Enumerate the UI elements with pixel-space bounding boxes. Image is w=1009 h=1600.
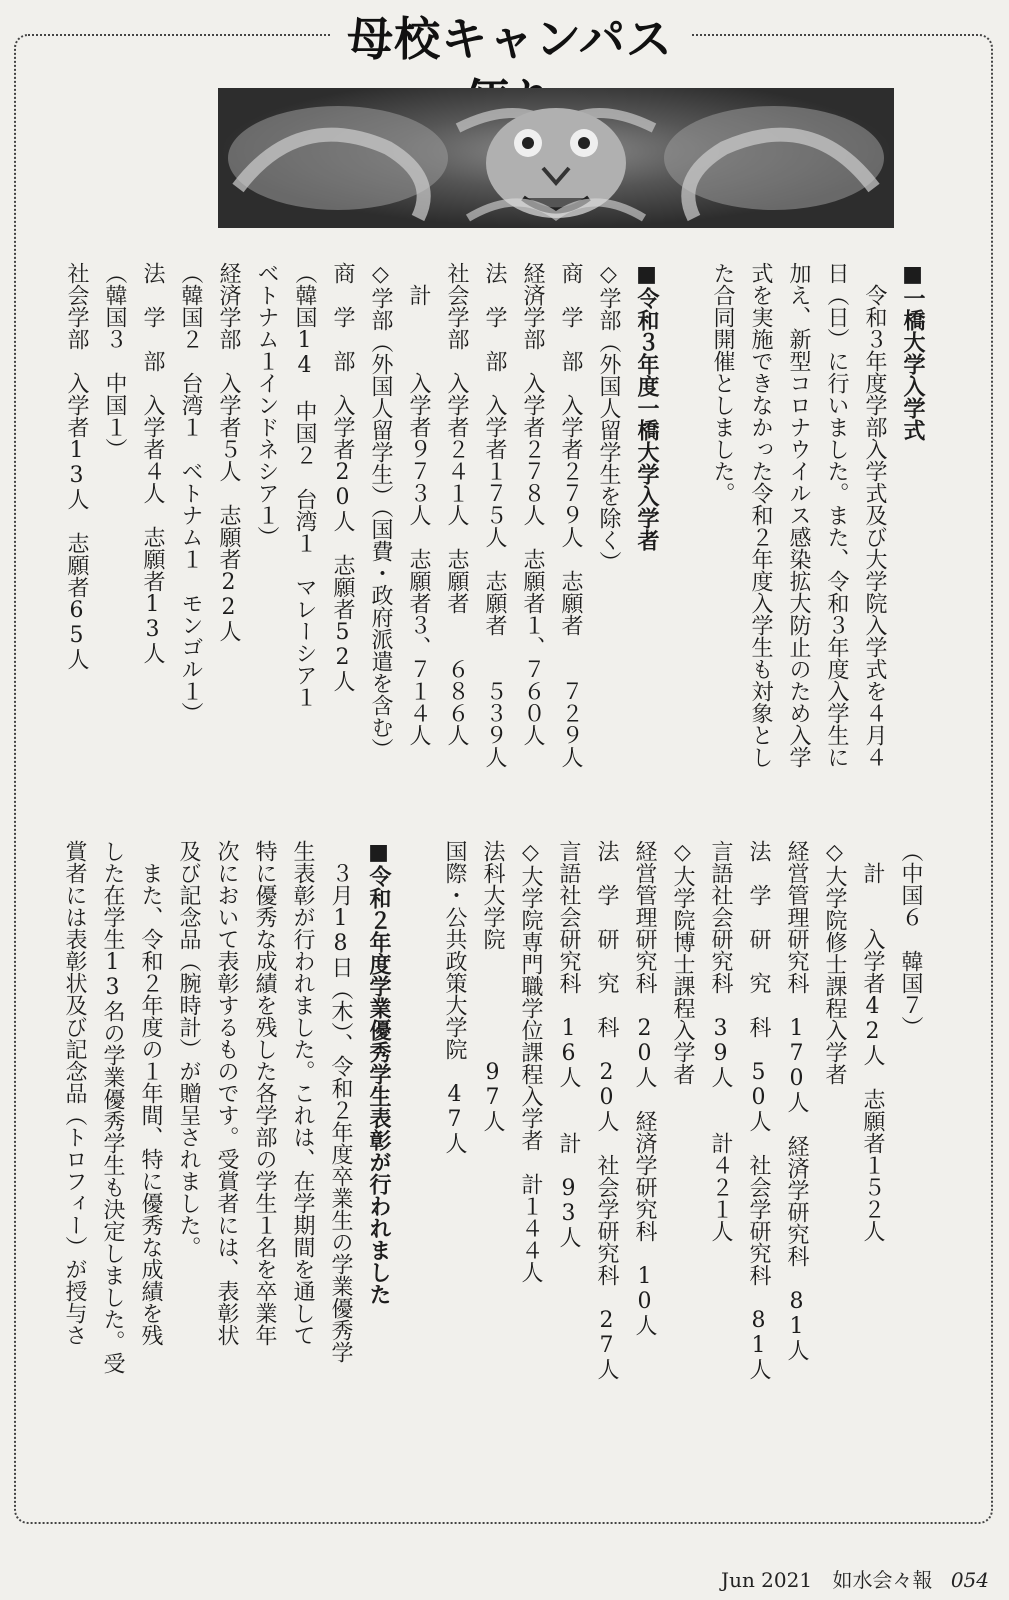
text-line: 経営管理研究科 20人 経済学研究科 10人 (632, 840, 657, 1336)
text-line: （韓国14 中国２ 台湾１ マレーシア１ (292, 262, 317, 708)
text-line: 言語社会研究科 16人 計 93人 (556, 840, 581, 1248)
text-line: 法科大学院 97人 (480, 840, 505, 1132)
text-line (397, 840, 435, 1500)
text-line: 次において表彰するものです。受賞者には、表彰状 (214, 840, 239, 1346)
text-line: 経済学部 入学者２７８人 志願者１、７６０人 (520, 262, 545, 746)
text-line: 式を実施できなかった令和２年度入学生も対象とし (748, 262, 773, 768)
text-line: （中国６ 韓国７） (898, 840, 923, 1038)
text-line: ◇学部（外国人留学生）（国費・政府派遣を含む） (368, 262, 393, 760)
page-number: 054 (950, 1568, 989, 1592)
text-line: 経営管理研究科 170人 経済学研究科 81人 (784, 840, 809, 1361)
text-line: た合同開催としました。 (710, 262, 735, 504)
text-line: （韓国２ 台湾１ ベトナム１ モンゴル１） (178, 262, 203, 724)
text-line: 商 学 部 入学者２７９人 志願者 ７２９人 (558, 262, 583, 768)
text-line: 法 学 部 入学者１７５人 志願者 ５３９人 (482, 262, 507, 768)
footer-publication: 如水会々報 (832, 1568, 933, 1592)
text-line: ３月18日（木）、令和２年度卒業生の学業優秀学 (328, 840, 353, 1363)
text-line: 加え、新型コロナウイルス感染拡大防止のため入学 (786, 262, 811, 768)
text-line: 社会学部 入学者２４１人 志願者 ６８６人 (444, 262, 469, 746)
text-line: ◇学部（外国人留学生を除く） (596, 262, 621, 573)
text-line: 経済学部 入学者５人 志願者22人 (216, 262, 241, 642)
text-line: 生表彰が行われました。これは、在学期間を通して (290, 840, 315, 1346)
text-line: 計 入学者42人 志願者１５２人 (860, 840, 885, 1242)
text-line: また、令和２年度の１年間、特に優秀な成績を残 (138, 840, 163, 1346)
text-line: ◇大学院修士課程入学者 (822, 840, 847, 1085)
banner-photo (218, 88, 894, 228)
text-line: 商 学 部 入学者20人 志願者52人 (330, 262, 355, 692)
text-line: 計 入学者９７３人 志願者３、７１４人 (406, 262, 431, 746)
text-line: ベトナム１インドネシア１） (254, 262, 279, 548)
lower-text-block (49, 840, 929, 1500)
text-line (665, 262, 703, 822)
footer-date: Jun 2021 (721, 1568, 813, 1592)
text-line: 国際・公共政策大学院 47人 (442, 840, 467, 1154)
text-line: 賞者には表彰状及び記念品（トロフィー）が授与さ (62, 840, 87, 1346)
section-heading: ■一橋大学入学式 (900, 262, 925, 441)
text-line: 及び記念品（腕時計）が贈呈されました。 (176, 840, 201, 1258)
upper-text-block (51, 262, 931, 822)
text-line: 言語社会研究科 39人 計４２１人 (708, 840, 733, 1242)
text-line: 令和３年度学部入学式及び大学院入学式を４月４ (862, 262, 887, 768)
page-footer (721, 1564, 989, 1593)
text-line: ◇大学院専門職学位課程入学者 計１４４人 (518, 840, 543, 1283)
section-heading: ■令和３年度一橋大学入学者 (634, 262, 659, 551)
text-line: （韓国３ 中国１） (102, 262, 127, 460)
text-line: 特に優秀な成績を残した各学部の学生１名を卒業年 (252, 840, 277, 1346)
text-line: ◇大学院博士課程入学者 (670, 840, 695, 1085)
text-line: した在学生13名の学業優秀学生も決定しました。受 (100, 840, 125, 1374)
text-line: 日（日）に行いました。また、令和３年度入学生に (824, 262, 849, 768)
page-title: 母校キャンパス (347, 12, 673, 66)
text-line: 社会学部 入学者13人 志願者65人 (64, 262, 89, 670)
text-line: 法 学 研 究 科 20人 社会学研究科 27人 (594, 840, 619, 1380)
text-line: 法 学 部 入学者４人 志願者13人 (140, 262, 165, 664)
carved-face-image (218, 88, 894, 228)
section-heading: ■令和２年度学業優秀学生表彰が行われました (366, 840, 391, 1305)
text-line: 法 学 研 究 科 50人 社会学研究科 81人 (746, 840, 771, 1380)
